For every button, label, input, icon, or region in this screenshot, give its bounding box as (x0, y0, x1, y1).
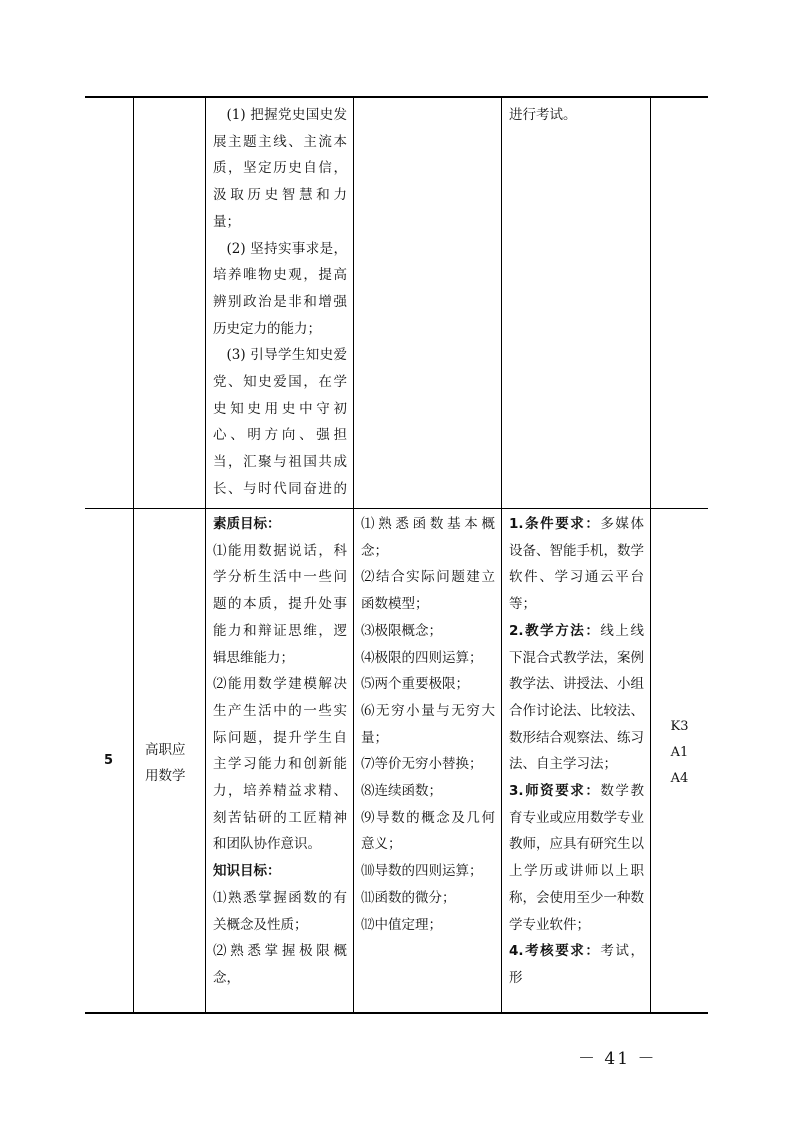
requirements-cell (502, 509, 650, 1012)
quality-heading: 素质目标： (213, 516, 281, 532)
table-row (85, 98, 708, 509)
knowledge-heading: 知识目标： (213, 863, 281, 880)
requirement-item (509, 511, 644, 618)
objectives-cell (206, 98, 353, 508)
content-item: ⑾函数的微分； (361, 889, 456, 906)
content-item: ⑹无穷小量与无穷大量； (361, 702, 495, 746)
code-item: A4 (670, 771, 689, 786)
content-item: ⑴熟悉函数基本概念； (361, 516, 495, 559)
page-number: － 41 － (578, 1049, 657, 1069)
content-item: ⑿中值定理； (361, 916, 442, 933)
objectives-cell (206, 509, 353, 1012)
course-number: 5 (104, 753, 114, 768)
objective-item: ⑵能用数学建模解决生产生活中的一些实际问题，提升学生自主学习能力和创新能力，培养精益求精、刻苦钻研的工匠精神和团队协作意识。 (213, 676, 347, 853)
requirement-label: 4.考核要求： (509, 943, 601, 960)
requirement-text: 考试，形 (509, 943, 644, 986)
code-item: A1 (670, 745, 689, 760)
content-item: ⑻连续函数； (361, 783, 442, 800)
requirements-cell (502, 98, 650, 508)
content-item: ⑸两个重要极限； (361, 676, 469, 693)
requirement-item (509, 938, 644, 991)
course-name: 高职应用数学 (145, 742, 186, 784)
competency-codes (651, 714, 708, 792)
requirement-item (509, 778, 644, 938)
content-item: ⑷极限的四则运算； (361, 649, 483, 666)
requirement-item (509, 618, 644, 778)
objective-item: (2) 坚持实事求是，培养唯物史观，提高辨别政治是非和增强历史定力的能力； (213, 240, 347, 337)
content-item: ⑶极限概念； (361, 622, 442, 639)
content-item: ⑺等价无穷小替换； (361, 756, 483, 773)
content-item: ⑽导数的四则运算； (361, 863, 483, 880)
requirement-label: 2.教学方法： (509, 622, 601, 639)
requirement-text: 线上线下混合式教学法，案例教学法、讲授法、小组合作讨论法、比较法、数形结合观察法、练习法、自主学习法； (509, 622, 644, 773)
objective-item: (3) 引导学生知史爱党、知史爱国，在学史知史用史中守初心、明方向、强担当，汇聚与祖国共成长、与时代同奋进的 (213, 347, 347, 497)
objective-item: ⑴熟悉掌握函数的有关概念及性质； (213, 889, 347, 933)
table-row (85, 509, 708, 1012)
requirement-text: 多媒体设备、智能手机，数学软件、学习通云平台等； (509, 516, 644, 613)
requirement-label: 1.条件要求： (509, 516, 601, 532)
code-item: K3 (670, 719, 689, 734)
objective-item: (1) 把握党史国史发展主题主线、主流本质，坚定历史自信，汲取历史智慧和力量； (213, 107, 347, 230)
objective-item: ⑵熟悉掌握极限概念， (213, 943, 347, 986)
content-cell (354, 509, 501, 1012)
requirement-label: 3.师资要求： (509, 783, 601, 800)
curriculum-table (85, 96, 708, 1014)
requirements-text: 进行考试。 (509, 107, 577, 123)
content-item: ⑵结合实际问题建立函数模型； (361, 569, 495, 613)
objective-item: ⑴能用数据说话，科学分析生活中一些问题的本质，提升处事能力和辩证思维，逻辑思维能力； (213, 542, 347, 666)
content-item: ⑼导数的概念及几何意义； (361, 809, 495, 853)
requirement-text: 数学教育专业或应用数学专业教师，应具有研究生以上学历或讲师以上职称，会使用至少一种数学专业软件； (509, 783, 644, 933)
